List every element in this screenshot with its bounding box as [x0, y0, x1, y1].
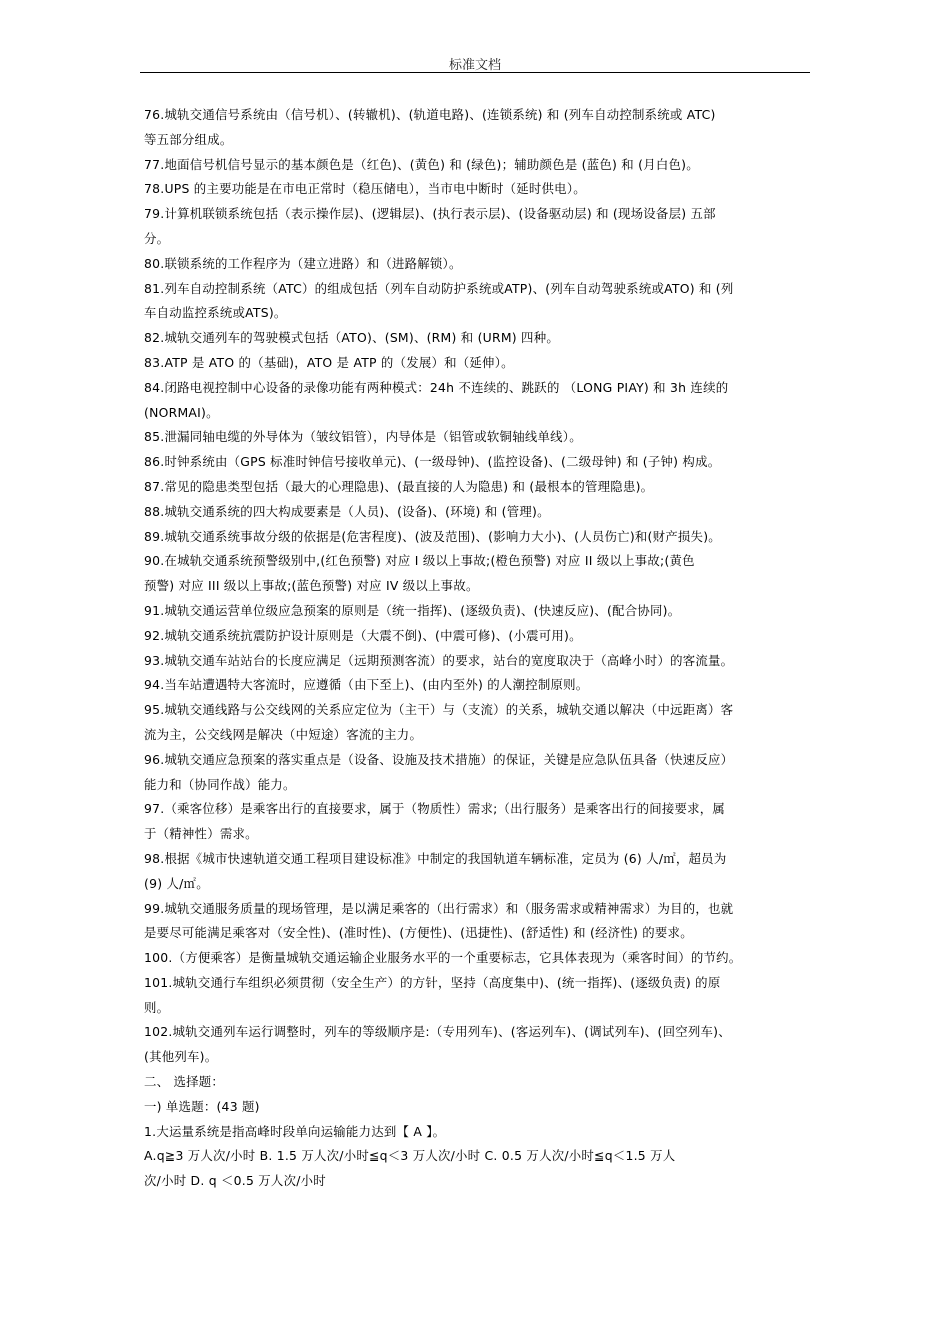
text-line: 99.城轨交通服务质量的现场管理，是以满足乘客的（出行需求）和（服务需求或精神需求）为目的，也就	[144, 900, 734, 916]
text-line: 97.（乘客位移）是乘客出行的直接要求，属于（物质性）需求;（出行服务）是乘客出行的间接要求，属	[144, 801, 726, 817]
text-line: 95.城轨交通线路与公交线网的关系应定位为（主干）与（支流）的关系，城轨交通以解决（中远距离）客	[144, 702, 734, 718]
text-line: 是要尽可能满足乘客对（安全性)、(准时性)、(方便性)、(迅捷性)、(舒适性) 和 (经济性) 的要求。	[144, 925, 693, 941]
text-line: 94.当车站遭遇特大客流时，应遵循（由下至上)、(由内至外) 的人潮控制原则。	[144, 677, 589, 693]
text-line: 98.根据《城市快速轨道交通工程项目建设标准》中制定的我国轨道车辆标准，定员为 (6) 人/㎡，超员为	[144, 850, 727, 866]
text-line: 100.（方便乘客）是衡量城轨交通运输企业服务水平的一个重要标志，它具体表现为（乘客时间）的节约。	[144, 950, 742, 966]
text-line: 92.城轨交通系统抗震防护设计原则是（大震不倒)、(中震可修)、(小震可用)。	[144, 627, 582, 643]
text-line: 于（精神性）需求。	[144, 826, 258, 842]
text-line: 96.城轨交通应急预案的落实重点是（设备、设施及技术措施）的保证，关键是应急队伍具备（快速反应）	[144, 751, 734, 767]
text-line: A.q≧3 万人次/小时 B. 1.5 万人次/小时≦q＜3 万人次/小时 C. 0.5 万人次/小时≦q＜1.5 万人	[144, 1148, 676, 1164]
text-line: 83.ATP 是 ATO 的（基础)，ATO 是 ATP 的（发展）和（延伸）。	[144, 354, 514, 370]
text-line: 76.城轨交通信号系统由（信号机）、(转辙机)、(轨道电路)、(连锁系统) 和 (列车自动控制系统或 ATC)	[144, 107, 716, 122]
text-line: 93.城轨交通车站站台的长度应满足（远期预测客流）的要求，站台的宽度取决于（高峰小时）的客流量。	[144, 652, 734, 668]
text-line: 88.城轨交通系统的四大构成要素是（人员)、(设备)、(环境) 和 (管理)。	[144, 503, 550, 519]
text-line: 85.泄漏同轴电缆的外导体为（皱纹铝管），内导体是（铝管或软铜轴线单线）。	[144, 429, 582, 445]
header-rule	[140, 72, 810, 73]
text-line: 流为主，公交线网是解决（中短途）客流的主力。	[144, 726, 423, 742]
text-line: 91.城轨交通运营单位级应急预案的原则是（统一指挥)、(逐级负责)、(快速反应)、(配合协同)。	[144, 602, 681, 618]
document-body	[144, 103, 812, 1194]
text-line: 车自动监控系统或ATS)。	[144, 305, 287, 321]
text-line: 82.城轨交通列车的驾驶模式包括（ATO)、(SM)、(RM) 和 (URM) 四种。	[144, 330, 559, 346]
text-line: 1.大运量系统是指高峰时段单向运输能力达到【 A 】。	[144, 1123, 446, 1139]
text-line: 102.城轨交通列车运行调整时，列车的等级顺序是:（专用列车)、(客运列车)、(调试列车)、(回空列车)、	[144, 1024, 731, 1040]
text-line: 78.UPS 的主要功能是在市电正常时（稳压储电），当市电中断时（延时供电）。	[144, 181, 586, 197]
text-line: 77.地面信号机信号显示的基本颜色是（红色)、(黄色) 和 (绿色)；辅助颜色是 (蓝色) 和 (月白色)。	[144, 156, 699, 172]
text-line: (NORMAI)。	[144, 404, 219, 420]
text-line: 等五部分组成。	[144, 131, 233, 147]
text-line: 86.时钟系统由（GPS 标准时钟信号接收单元)、(一级母钟)、(监控设备)、(二级母钟) 和 (子钟) 构成。	[144, 454, 721, 470]
text-line: 101.城轨交通行车组织必须贯彻（安全生产）的方针，坚持（高度集中)、(统一指挥)、(逐级负责) 的原	[144, 974, 721, 990]
text-line: 89.城轨交通系统事故分级的依据是(危害程度)、(波及范围)、(影响力大小)、(人员伤亡)和(财产损失)。	[144, 528, 721, 544]
text-line: 预警) 对应 III 级以上事故;(蓝色预警) 对应 IV 级以上事故。	[144, 578, 479, 594]
text-line: 79.计算机联锁系统包括（表示操作层)、(逻辑层)、(执行表示层)、(设备驱动层) 和 (现场设备层) 五部	[144, 206, 716, 222]
text-line: 二、 选择题：	[144, 1074, 225, 1090]
text-line: (其他列车)。	[144, 1049, 218, 1065]
text-line: 90.在城轨交通系统预警级别中,(红色预警) 对应 I 级以上事故;(橙色预警) 对应 II 级以上事故;(黄色	[144, 553, 695, 569]
text-line: 能力和（协同作战）能力。	[144, 776, 296, 792]
text-line: 87.常见的隐患类型包括（最大的心理隐患)、(最直接的人为隐患) 和 (最根本的管理隐患)。	[144, 478, 654, 494]
text-line: 则。	[144, 999, 170, 1015]
page-header-title: 标准文档	[448, 58, 501, 73]
text-line: 84.闭路电视控制中心设备的录像功能有两种模式：24h 不连续的、跳跃的 （LONG PIAY) 和 3h 连续的	[144, 379, 729, 395]
text-line: 一) 单选题：(43 题)	[144, 1098, 260, 1114]
text-line: (9) 人/㎡。	[144, 875, 209, 891]
text-line: 次/小时 D. q ＜0.5 万人次/小时	[144, 1173, 326, 1189]
text-line: 分。	[144, 230, 170, 246]
text-line: 81.列车自动控制系统（ATC）的组成包括（列车自动防护系统或ATP)、(列车自动驾驶系统或ATO) 和 (列	[144, 280, 734, 296]
text-line: 80.联锁系统的工作程序为（建立进路）和（进路解锁）。	[144, 255, 462, 271]
